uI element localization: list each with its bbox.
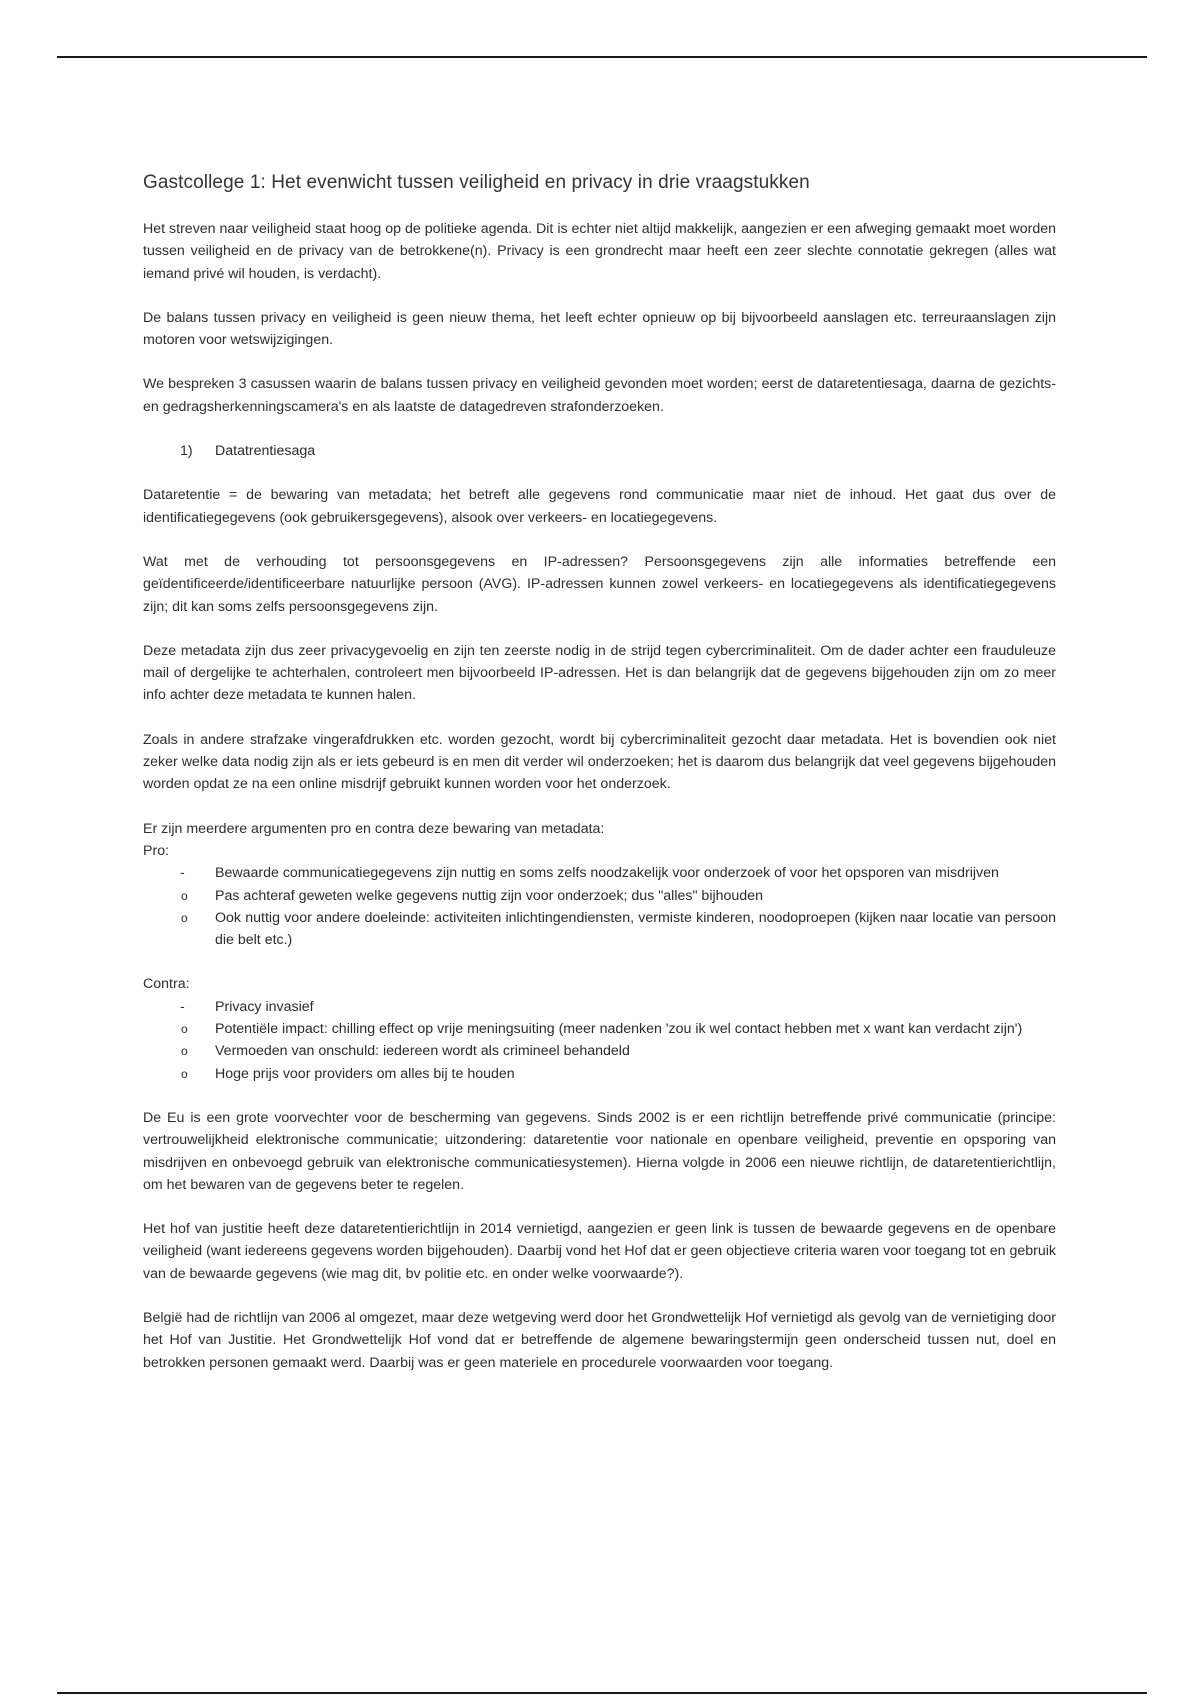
pro-label: Pro: — [143, 842, 170, 859]
circle-bullet: o — [181, 888, 188, 903]
circle-bullet: o — [181, 1066, 188, 1081]
paragraph: Wat met de verhouding tot persoonsgegevens en IP-adressen? Persoonsgegevens zijn alle informaties betreffende een geïdentificeerde/identificeerbare natuurlijke persoon (AVG). IP-adressen kunnen zowel verkeers- en locatiegegevens als identificatiegegevens zijn; dit kan soms zelfs persoonsgegevens zijn. — [143, 553, 1056, 615]
list-item: - Bewaarde communicatiegegevens zijn nuttig en soms zelfs noodzakelijk voor onderzoek of voor het opsporen van misdrijven — [143, 862, 1056, 884]
paragraph: Dataretentie = de bewaring van metadata; het betreft alle gegevens rond communicatie maar niet de inhoud. Het gaat dus over de identificatiegegevens (ook gebruikersgegevens), alsook over verkeers- en locatiegegevens. — [143, 487, 1056, 526]
section-heading — [143, 440, 1056, 462]
list-item: o Hoge prijs voor providers om alles bij te houden — [143, 1063, 1056, 1085]
paragraph: België had de richtlijn van 2006 al omgezet, maar deze wetgeving werd door het Grondwettelijk Hof vernietigd als gevolg van de vernietiging door het Hof van Justitie. Het Grondwettelijk Hof vond dat er betreffende de algemene bewaringstermijn geen onderscheid tussen nut, doel en betrokken personen gemaakt werd. Daarbij was er geen materiele en procedurele voorwaarden voor toegang. — [143, 1309, 1056, 1371]
paragraph: Deze metadata zijn dus zeer privacygevoelig en zijn ten zeerste nodig in de strijd tegen cybercriminaliteit. Om de dader achter een frauduleuze mail of dergelijke te achterhalen, controleert men bijvoorbeeld IP-adressen. Het is dan belangrijk dat de gegevens bijgehouden zijn om zo meer info achter deze metadata te kunnen halen. — [143, 642, 1056, 704]
pro-list — [143, 862, 1056, 884]
dash-bullet: - — [180, 998, 185, 1015]
section-title: Datatrentiesaga — [215, 443, 316, 460]
paragraph: Het streven naar veiligheid staat hoog op de politieke agenda. Dit is echter niet altijd makkelijk, aangezien er een afweging gemaakt moet worden tussen veiligheid en de privacy van de betrokkene(n). Privacy is een grondrecht maar heeft een zeer slechte connotatie gekregen (alles wat iemand privé wil houden, is verdacht). — [143, 221, 1056, 282]
contra-label: Contra: — [143, 976, 190, 993]
section-number: 1) — [180, 443, 193, 460]
circle-bullet: o — [181, 910, 188, 925]
paragraph: Zoals in andere strafzake vingerafdrukken etc. worden gezocht, wordt bij cybercriminaliteit gezocht daar metadata. Het is bovendien ook niet zeker welke data nodig zijn als er iets gebeurd is en men dit verder wil onderzoeken; het is daarom dus belangrijk dat veel gegevens bijgehouden worden opdat ze na een online misdrijf gebruikt kunnen worden voor het onderzoek. — [143, 731, 1056, 793]
list-item: o Potentiële impact: chilling effect op vrije meningsuiting (meer nadenken 'zou ik wel contact hebben met x want kan verdacht zijn') — [143, 1018, 1056, 1040]
circle-bullet: o — [181, 1044, 188, 1059]
list-item: o Ook nuttig voor andere doeleinde: activiteiten inlichtingendiensten, vermiste kinderen, noodoproepen (kijken naar locatie van persoon die belt etc.) — [143, 907, 1056, 952]
list-item: - Privacy invasief — [143, 996, 1056, 1018]
dash-bullet: - — [180, 865, 185, 882]
contra-sublist — [143, 1018, 1056, 1085]
pro-sublist — [143, 885, 1056, 952]
paragraph: We bespreken 3 casussen waarin de balans tussen privacy en veiligheid gevonden moet worden; eerst de dataretentiesaga, daarna de gezichts- en gedragsherkenningscamera's en als laatste de datagedreven strafonderzoeken. — [143, 376, 1056, 415]
paragraph: De balans tussen privacy en veiligheid is geen nieuw thema, het leeft echter opnieuw op bij bijvoorbeeld aanslagen etc. terreuraanslagen zijn motoren voor wetswijzigingen. — [143, 309, 1056, 349]
document-page — [143, 172, 1056, 1396]
footer-rule — [57, 1692, 1147, 1694]
header-rule — [57, 56, 1147, 58]
arguments-intro: Er zijn meerdere argumenten pro en contra deze bewaring van metadata: — [143, 820, 605, 837]
page-title: Gastcollege 1: Het evenwicht tussen veiligheid en privacy in drie vraagstukken — [143, 172, 810, 193]
paragraph: Het hof van justitie heeft deze dataretentierichtlijn in 2014 vernietigd, aangezien er geen link is tussen de bewaarde gegevens en de openbare veiligheid (want iedereens gegevens worden bijgehouden). Daarbij vond het Hof dat er geen objectieve criteria waren voor toegang tot en gebruik van de bewaarde gegevens (wie mag dit, bv politie etc. en onder welke voorwaarde?). — [143, 1221, 1056, 1282]
circle-bullet: o — [181, 1022, 188, 1037]
list-item: o Pas achteraf geweten welke gegevens nuttig zijn voor onderzoek; dus "alles" bijhouden — [143, 885, 1056, 907]
list-item: o Vermoeden van onschuld: iedereen wordt als crimineel behandeld — [143, 1040, 1056, 1062]
contra-list — [143, 996, 1056, 1018]
paragraph: De Eu is een grote voorvechter voor de bescherming van gegevens. Sinds 2002 is er een richtlijn betreffende privé communicatie (principe: vertrouwelijkheid elektronische communicatie; uitzondering: dataretentie voor nationale en openbare veiligheid, preventie en opsporing van misdrijven en onbevoegd gebruik van elektronische communicatiesystemen). Hierna volgde in 2006 een nieuwe richtlijn, de dataretentierichtlijn, om het bewaren van de gegevens beter te regelen. — [143, 1109, 1056, 1193]
